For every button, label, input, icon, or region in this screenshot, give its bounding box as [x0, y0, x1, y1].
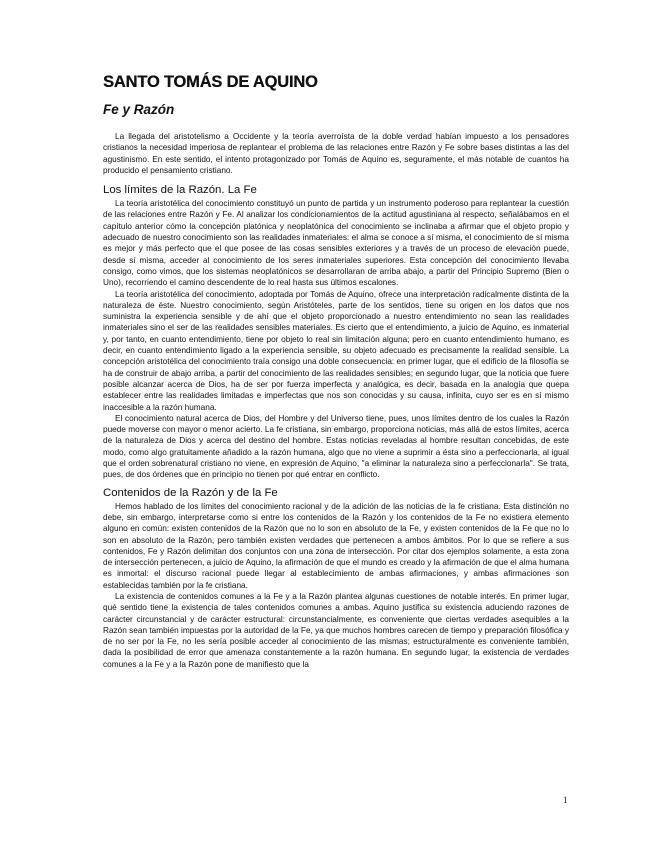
- page-number: 1: [563, 795, 568, 805]
- section-limits-of-reason: [103, 183, 569, 480]
- section-heading: Los límites de la Razón. La Fe: [103, 184, 257, 197]
- intro-paragraph: La llegada del aristotelismo a Occidente y la teoría averroísta de la doble verdad habían impuesto a los pensadores cristianos la necesidad imperiosa de replantear el problema de las relaciones entre Razón y Fe sobre bases distintas a las del agustinismo. En este sentido, el intento protagonizado por Tomás de Aquino es, seguramente, el más notable de cuantos ha producido el pensamiento cristiano.: [103, 132, 569, 175]
- paragraph: El conocimiento natural acerca de Dios, del Hombre y del Universo tiene, pues, unos límites dentro de los cuales la Razón puede moverse con mayor o menor acierto. La fe cristiana, sin embargo, proporciona noticias, más allá de estos límites, acerca de la naturaleza de Dios y acerca del destino del hombre. Estas noticias reveladas al hombre resultan concebidas, de este modo, como algo gratuitamente añadido a la razón humana, algo que no viene a suprimir a ésta sino a perfeccionarla, al igual que el orden sobrenatural cristiano no viene, en expresión de Aquino, "a eliminar la naturaleza sino a perfeccionarla". Se trata, pues, de dos órdenes que en principio no tienen por qué entrar en conflicto.: [103, 413, 569, 480]
- paragraph: La teoría aristotélica del conocimiento constituyó un punto de partida y un instrumento poderoso para replantear la cuestión de las relaciones entre Razón y Fe. Al analizar los condicionamientos de la actitud agustiniana al respecto, señalábamos en el capítulo anterior cómo la concepción platónica y neoplatónica del conocimiento se inclinaba a afirmar que el objeto propio y adecuado de nuestro conocimiento son las realidades inmateriales: el alma se conoce a sí misma, el conocimiento de sí misma es mejor y más perfecto que el que posee de las cosas sensibles exteriores y a través de un proceso de elevación puede, desde sí misma, acceder al conocimiento de los seres inmateriales superiores. Esta concepción del conocimiento llevaba consigo, como vimos, que los sistemas neoplatónicos se desarrollaran de arriba abajo, a partir del Principio Supremo (Bien o Uno), recorriendo el camino descendente de lo real hasta sus últimos escalones.: [103, 199, 569, 288]
- paragraph: La existencia de contenidos comunes a la Fe y a la Razón plantea algunas cuestiones de notable interés. En primer lugar, qué sentido tiene la existencia de tales contenidos comunes a ambas. Aquino justifica su existencia aduciendo razones de carácter circunstancial y de carácter estructural: circunstancialmente, es conveniente que ciertas verdades asequibles a la Razón sean también impuestas por la autoridad de la Fe, ya que muchos hombres carecen de tiempo y preparación filosófica y de no ser por la Fe, no les sería posible acceder al conocimiento de las mismas; estructuralmente es conveniente también, dada la posibilidad de error que amenaza constantemente a la razón humana. En segundo lugar, la existencia de verdades comunes a la Fe y a la Razón pone de manifiesto que la: [103, 591, 569, 669]
- section-contents-of-reason-and-faith: [103, 486, 569, 670]
- section-heading: Contenidos de la Razón y de la Fe: [103, 486, 278, 499]
- paragraph: La teoría aristotélica del conocimiento, adoptada por Tomás de Aquino, ofrece una interpretación radicalmente distinta de la naturaleza de éste. Nuestro conocimiento, según Aristóteles, parte de los sentidos, tiene su origen en los datos que nos suministra la experiencia sensible y de ahí que el objeto proporcionado a nuestro entendimiento no sean las realidades inmateriales sino el ser de las realidades sensibles materiales. Es cierto que el entendimiento, a juicio de Aquino, es inmaterial y, por tanto, en cuanto entendimiento, tiene por objeto lo real sin limitación alguna; pero en cuanto entendimiento humano, es decir, en cuanto entendimiento ligado a la experiencia sensible, su objeto adecuado es precisamente la realidad sensible. La concepción aristotélica del conocimiento traía consigo una doble consecuencia: en primer lugar, que el edificio de la filosofía se ha de construir de abajo arriba, a partir del conocimiento de las realidades sensibles; en segundo lugar, que la noticia que fuere posible alcanzar acerca de Dios, ha de ser por fuerza imperfecta y analógica, es decir, basada en la analogía que quepa establecer entre las realidades limitadas e imperfectas que nos son conocidas y su causa, infinita, cuyo ser es en sí mismo inaccesible a la razón humana.: [103, 289, 569, 412]
- document-body: [103, 72, 569, 670]
- document-title: SANTO TOMÁS DE AQUINO: [103, 73, 318, 91]
- document-subtitle: Fe y Razón: [103, 102, 175, 117]
- paragraph: Hemos hablado de los límites del conocimiento racional y de la adición de las noticias de la fe cristiana. Esta distinción no debe, sin embargo, interpretarse como si entre los contenidos de la Razón y los contenidos de la Fe no existiera elemento alguno en común: existen contenidos de la Razón que no lo son en absoluto de la Fe, y existen contenidos de la Fe que no lo son en absoluto de la Razón, pero también existen verdades que pertenecen a ambos ámbitos. Por lo que se refiere a sus contenidos, Fe y Razón delimitan dos conjuntos con una zona de intersección. Por citar dos ejemplos solamente, a esta zona de intersección pertenecen, a juicio de Aquino, la afirmación de que el mundo es creado y la afirmación de que el alma humana es inmortal: el discurso racional puede llegar al establecimiento de ambas afirmaciones, y ambas afirmaciones son establecidas también por la fe cristiana.: [103, 501, 569, 590]
